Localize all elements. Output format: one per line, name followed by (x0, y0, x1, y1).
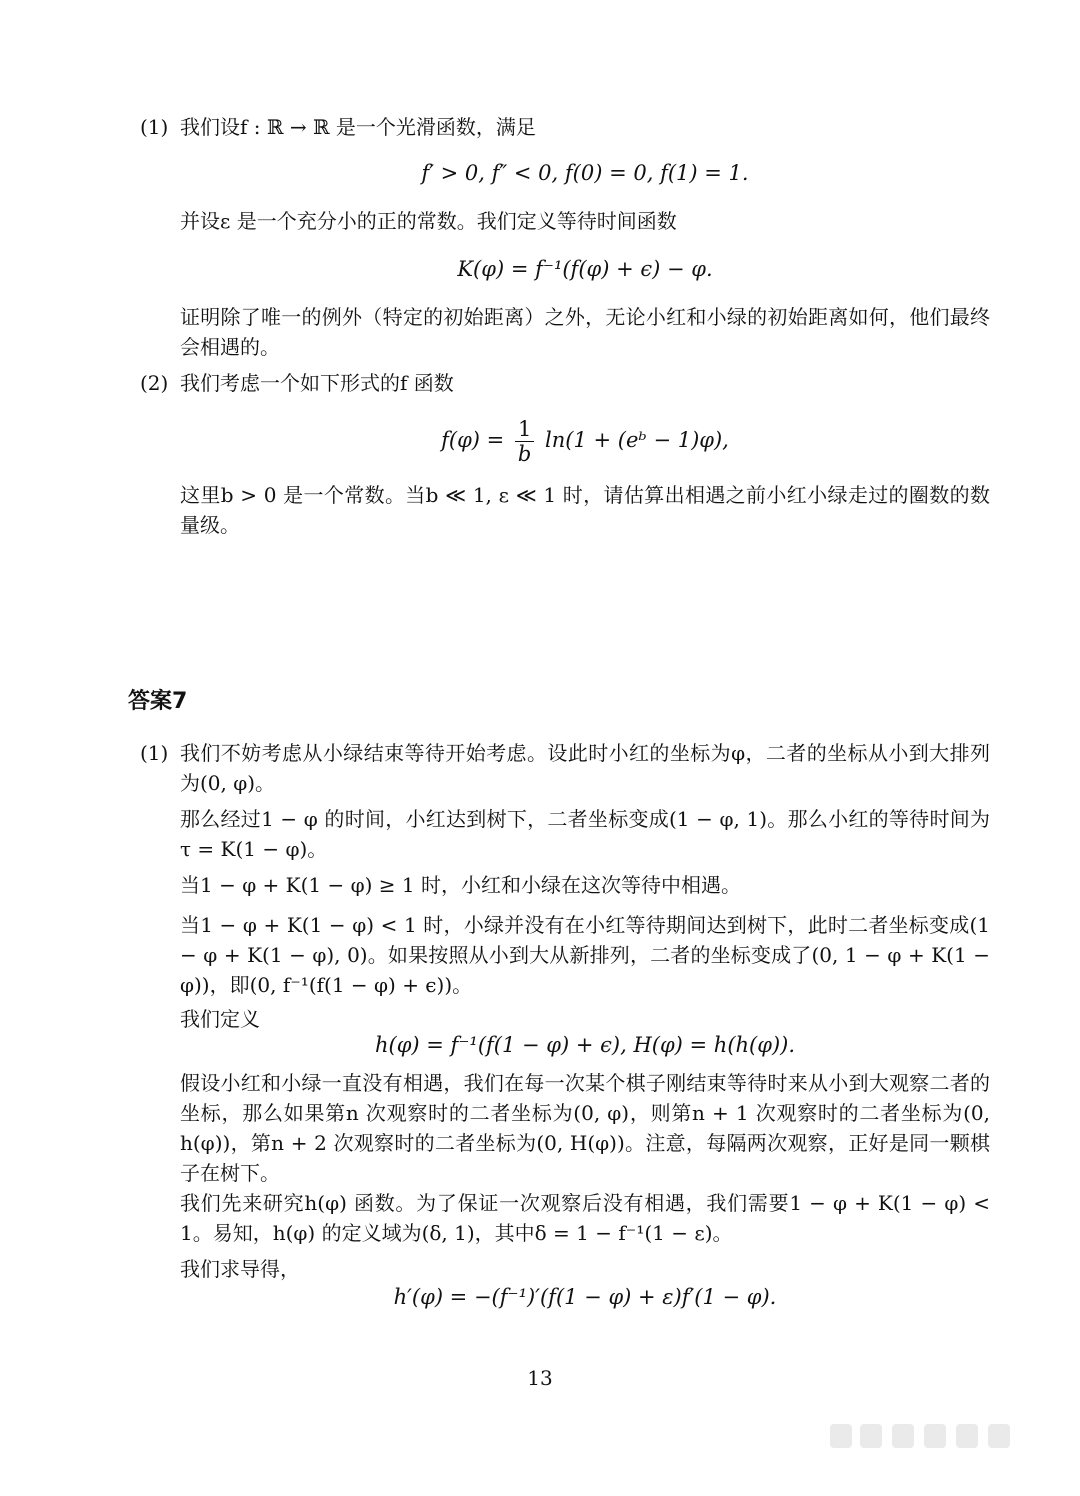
eq-lhs: f(φ) = (441, 428, 505, 452)
fraction-numerator: 1 (515, 417, 534, 442)
problem-text: 我们考虑一个如下形式的f 函数 (180, 371, 454, 395)
page-number: 13 (527, 1366, 553, 1390)
answer-text: 假设小红和小绿一直没有相遇，我们在每一次某个棋子刚结束等待时来从小到大观察二者的坐标，那么如果第n 次观察时的二者坐标为(0, φ)，则第n + 1 次观察时的二者坐标为(0, h(φ))，第n + 2 次观察时的二者坐标为(0, H(φ))。注意，每隔两次观察，正好是同一颗棋子在树下。 (180, 1071, 990, 1185)
fraction (515, 417, 534, 466)
equation-h-prime: h′(φ) = −(f⁻¹)′(f(1 − φ) + ε)f′(1 − φ). (393, 1285, 777, 1309)
problem-text: 我们设f : ℝ → ℝ 是一个光滑函数，满足 (180, 115, 536, 139)
answer-text: 我们定义 (180, 1007, 260, 1031)
watermark-icon (820, 1416, 1040, 1456)
answer-text: 我们求导得， (180, 1257, 300, 1281)
answer-text: 当1 − φ + K(1 − φ) < 1 时，小绿并没有在小红等待期间达到树下，此时二者坐标变成(1 − φ + K(1 − φ), 0)。如果按照从小到大从新排列，二者的坐标变成了(0, 1 − φ + K(1 − φ))，即(0, f⁻¹(f(1 − φ) + ϵ))。 (180, 913, 990, 997)
answer-text: 那么经过1 − φ 的时间，小红达到树下，二者坐标变成(1 − φ, 1)。那么小红的等待时间为τ = K(1 − φ)。 (180, 807, 990, 861)
equation-h: h(φ) = f⁻¹(f(1 − φ) + ϵ), H(φ) = h(h(φ)). (375, 1033, 795, 1057)
fraction-denominator: b (517, 442, 532, 466)
item-label: (1) (140, 741, 169, 765)
eq-rhs: ln(1 + (eᵇ − 1)φ), (545, 428, 729, 452)
answer-text: 当1 − φ + K(1 − φ) ≥ 1 时，小红和小绿在这次等待中相遇。 (180, 873, 741, 897)
problem-text: 并设ε 是一个充分小的正的常数。我们定义等待时间函数 (180, 209, 677, 233)
equation-k: K(φ) = f⁻¹(f(φ) + ϵ) − φ. (457, 257, 713, 281)
answer-text: 我们先来研究h(φ) 函数。为了保证一次观察后没有相遇，我们需要1 − φ + K(1 − φ) < 1。易知，h(φ) 的定义域为(δ, 1)，其中δ = 1 − f⁻¹(1 − ε)。 (180, 1191, 990, 1245)
answer-text: 我们不妨考虑从小绿结束等待开始考虑。设此时小红的坐标为φ，二者的坐标从小到大排列为(0, φ)。 (180, 741, 990, 795)
answer-heading: 答案7 (128, 689, 188, 714)
item-label: (2) (140, 371, 169, 395)
equation-conditions: f′ > 0, f″ < 0, f(0) = 0, f(1) = 1. (421, 161, 749, 185)
equation-f (180, 412, 990, 468)
problem-text: 这里b > 0 是一个常数。当b ≪ 1, ε ≪ 1 时，请估算出相遇之前小红小绿走过的圈数的数量级。 (180, 483, 990, 537)
item-label: (1) (140, 115, 169, 139)
problem-text: 证明除了唯一的例外（特定的初始距离）之外，无论小红和小绿的初始距离如何，他们最终会相遇的。 (180, 305, 990, 359)
